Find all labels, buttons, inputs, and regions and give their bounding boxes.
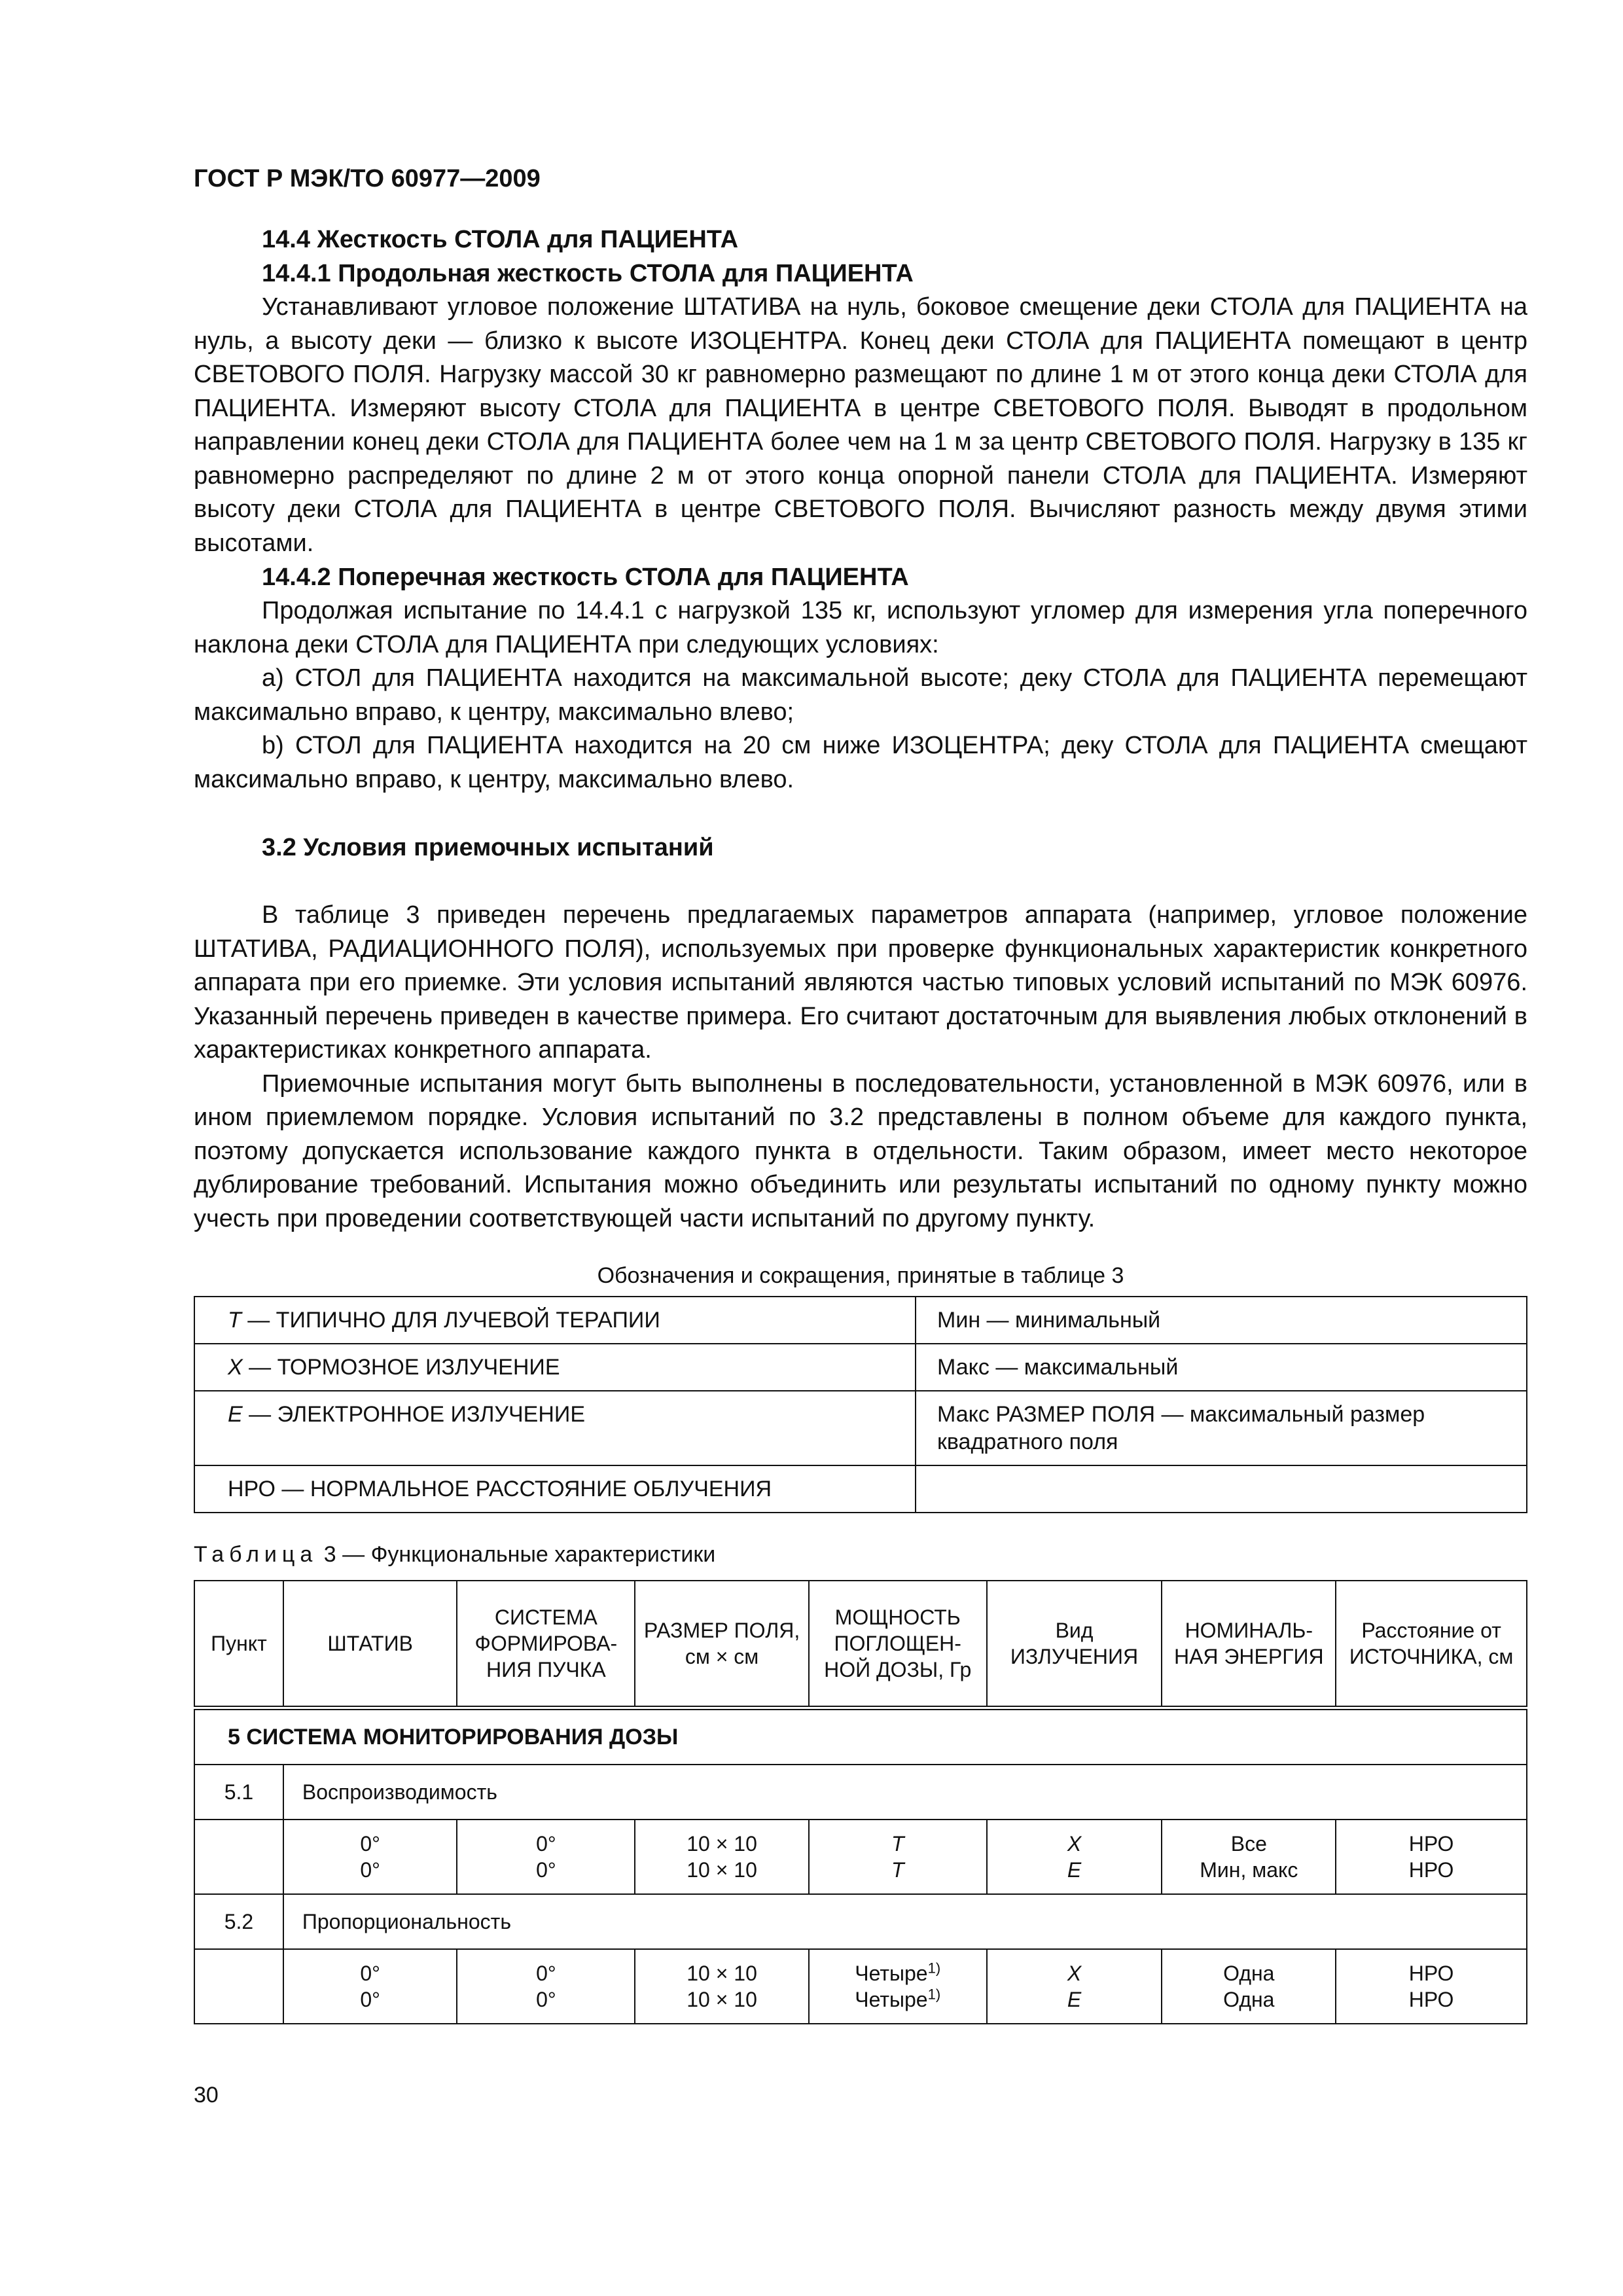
list-item-a: a) СТОЛ для ПАЦИЕНТА находится на максимальной высоте; деку СТОЛА для ПАЦИЕНТА перемещают максимально вправо, к центру, максимально влево;	[194, 664, 1527, 726]
page-content	[194, 223, 1527, 2024]
table-cell: НРО НРО	[1336, 1949, 1527, 2024]
table-cell: 0° 0°	[283, 1949, 457, 2024]
paragraph-14-4-1: Устанавливают угловое положение ШТАТИВА на нуль, боковое смещение деки СТОЛА для ПАЦИЕНТА на нуль, а высоту деки — близко к высоте ИЗОЦЕНТРА. Конец деки СТОЛА для ПАЦИЕНТА помещают в центр СВЕТОВОГО ПОЛЯ. Нагрузку массой 30 кг равномерно размещают по длине 1 м от этого конца деки СТОЛА для ПАЦИЕНТА. Измеряют высоту СТОЛА для ПАЦИЕНТА в центре СВЕТОВОГО ПОЛЯ. Выводят в продольном направлении конец деки СТОЛА для ПАЦИЕНТА более чем на 1 м за центр СВЕТОВОГО ПОЛЯ. Нагрузку в 135 кг равномерно распределяют по длине 2 м от этого конца опорной панели СТОЛА для ПАЦИЕНТА. Измеряют высоту деки СТОЛА для ПАЦИЕНТА в центре СВЕТОВОГО ПОЛЯ. Вычисляют разность между двумя этими высотами.	[194, 293, 1527, 557]
paragraph-3-2-b: Приемочные испытания могут быть выполнены в последовательности, установленной в МЭК 60976, или в ином приемлемом порядке. Условия испытаний по 3.2 представлены в полном объеме для каждого пункта, поэтому допускается использование каждого пункта в отдельности. Таким образом, имеет место некоторое дублирование требований. Испытания можно объединить или результаты испытаний по одному пункту можно учесть при проведении соответствующей части испытаний по другому пункту.	[194, 1069, 1527, 1232]
table-row	[194, 1344, 1527, 1391]
table-cell: T T	[809, 1820, 987, 1894]
item-label: Пропорциональность	[283, 1894, 1527, 1949]
column-header: Пункт	[194, 1581, 283, 1708]
heading-3-2: 3.2 Условия приемочных испытаний	[262, 834, 714, 861]
table-cell	[194, 1949, 283, 2024]
column-header: НОМИНАЛЬ-НАЯ ЭНЕРГИЯ	[1162, 1581, 1336, 1708]
abbreviations-table	[194, 1296, 1527, 1513]
document-header: ГОСТ Р МЭК/ТО 60977—2009	[194, 165, 541, 192]
heading-14-4-2: 14.4.2 Поперечная жесткость СТОЛА для ПАЦИЕНТА	[262, 564, 909, 591]
table-cell	[194, 1820, 283, 1894]
table-cell: 0° 0°	[457, 1949, 635, 2024]
table-row	[194, 1391, 1527, 1465]
table-3-caption	[194, 1538, 1527, 1571]
column-header: РАЗМЕР ПОЛЯ, см × см	[635, 1581, 809, 1708]
abbr-cell	[194, 1391, 916, 1465]
footnote-ref: 1)	[927, 1960, 941, 1977]
abbr-symbol: E	[228, 1402, 243, 1427]
column-header: МОЩНОСТЬ ПОГЛОЩЕН-НОЙ ДОЗЫ, Гр	[809, 1581, 987, 1708]
page-number: 30	[194, 2083, 219, 2108]
table-cell: Четыре$^{1)}$ Четыре$^{1)}$	[809, 1949, 987, 2024]
table-row	[194, 1708, 1527, 1765]
table-header-row	[194, 1581, 1527, 1708]
abbr-cell: НРО — НОРМАЛЬНОЕ РАССТОЯНИЕ ОБЛУЧЕНИЯ	[194, 1465, 916, 1513]
section-title: 5 СИСТЕМА МОНИТОРИРОВАНИЯ ДОЗЫ	[194, 1708, 1527, 1765]
abbr-cell: Макс — максимальный	[916, 1344, 1527, 1391]
table-cell: Одна Одна	[1162, 1949, 1336, 2024]
abbr-cell	[194, 1297, 916, 1344]
table-row	[194, 1894, 1527, 1949]
abbr-text: — ЭЛЕКТРОННОЕ ИЗЛУЧЕНИЕ	[242, 1402, 586, 1427]
abbreviations-caption: Обозначения и сокращения, принятые в таблице 3	[597, 1263, 1124, 1288]
abbr-cell	[194, 1344, 916, 1391]
table-cell: 0° 0°	[457, 1820, 635, 1894]
table-row	[194, 1765, 1527, 1820]
heading-14-4-1: 14.4.1 Продольная жесткость СТОЛА для ПАЦИЕНТА	[262, 260, 914, 287]
column-header: Вид ИЗЛУЧЕНИЯ	[987, 1581, 1162, 1708]
table-3	[194, 1580, 1527, 2024]
item-number: 5.1	[194, 1765, 283, 1820]
item-number: 5.2	[194, 1894, 283, 1949]
table-row	[194, 1820, 1527, 1894]
abbr-symbol: T	[228, 1308, 241, 1333]
abbr-text: — ТОРМОЗНОЕ ИЗЛУЧЕНИЕ	[242, 1355, 560, 1380]
abbr-symbol: X	[228, 1355, 243, 1380]
column-header: ШТАТИВ	[283, 1581, 457, 1708]
abbr-cell	[916, 1465, 1527, 1513]
column-header: Расстояние от ИСТОЧНИКА, см	[1336, 1581, 1527, 1708]
table-cell: X E	[987, 1949, 1162, 2024]
abbr-cell: Мин — минимальный	[916, 1297, 1527, 1344]
table-caption-title: 3 — Функциональные характеристики	[323, 1542, 716, 1567]
abbr-cell: Макс РАЗМЕР ПОЛЯ — максимальный размер квадратного поля	[916, 1391, 1527, 1465]
table-caption-prefix: Таблица	[194, 1542, 318, 1567]
table-cell: 10 × 10 10 × 10	[635, 1820, 809, 1894]
table-row	[194, 1465, 1527, 1513]
table-row	[194, 1949, 1527, 2024]
column-header: СИСТЕМА ФОРМИРОВА-НИЯ ПУЧКА	[457, 1581, 635, 1708]
paragraph-14-4-2: Продолжая испытание по 14.4.1 с нагрузкой 135 кг, используют угломер для измерения угла поперечного наклона деки СТОЛА для ПАЦИЕНТА при следующих условиях:	[194, 597, 1527, 658]
table-cell: X E	[987, 1820, 1162, 1894]
table-cell: 10 × 10 10 × 10	[635, 1949, 809, 2024]
list-item-b: b) СТОЛ для ПАЦИЕНТА находится на 20 см ниже ИЗОЦЕНТРА; деку СТОЛА для ПАЦИЕНТА смещают максимально вправо, к центру, максимально влево.	[194, 732, 1527, 793]
item-label: Воспроизводимость	[283, 1765, 1527, 1820]
table-row	[194, 1297, 1527, 1344]
abbr-text: — ТИПИЧНО ДЛЯ ЛУЧЕВОЙ ТЕРАПИИ	[241, 1308, 660, 1333]
heading-14-4: 14.4 Жесткость СТОЛА для ПАЦИЕНТА	[262, 226, 739, 253]
paragraph-3-2-a: В таблице 3 приведен перечень предлагаемых параметров аппарата (например, угловое положение ШТАТИВА, РАДИАЦИОННОГО ПОЛЯ), используемых при проверке функциональных характеристик конкретного аппарата при его приемке. Эти условия испытаний являются частью типовых условий испытаний по МЭК 60976. Указанный перечень приведен в качестве примера. Его считают достаточным для выявления любых отклонений в характеристиках конкретного аппарата.	[194, 901, 1527, 1064]
table-cell: 0° 0°	[283, 1820, 457, 1894]
footnote-ref: 1)	[927, 1986, 941, 2003]
table-cell: НРО НРО	[1336, 1820, 1527, 1894]
table-cell: Все Мин, макс	[1162, 1820, 1336, 1894]
